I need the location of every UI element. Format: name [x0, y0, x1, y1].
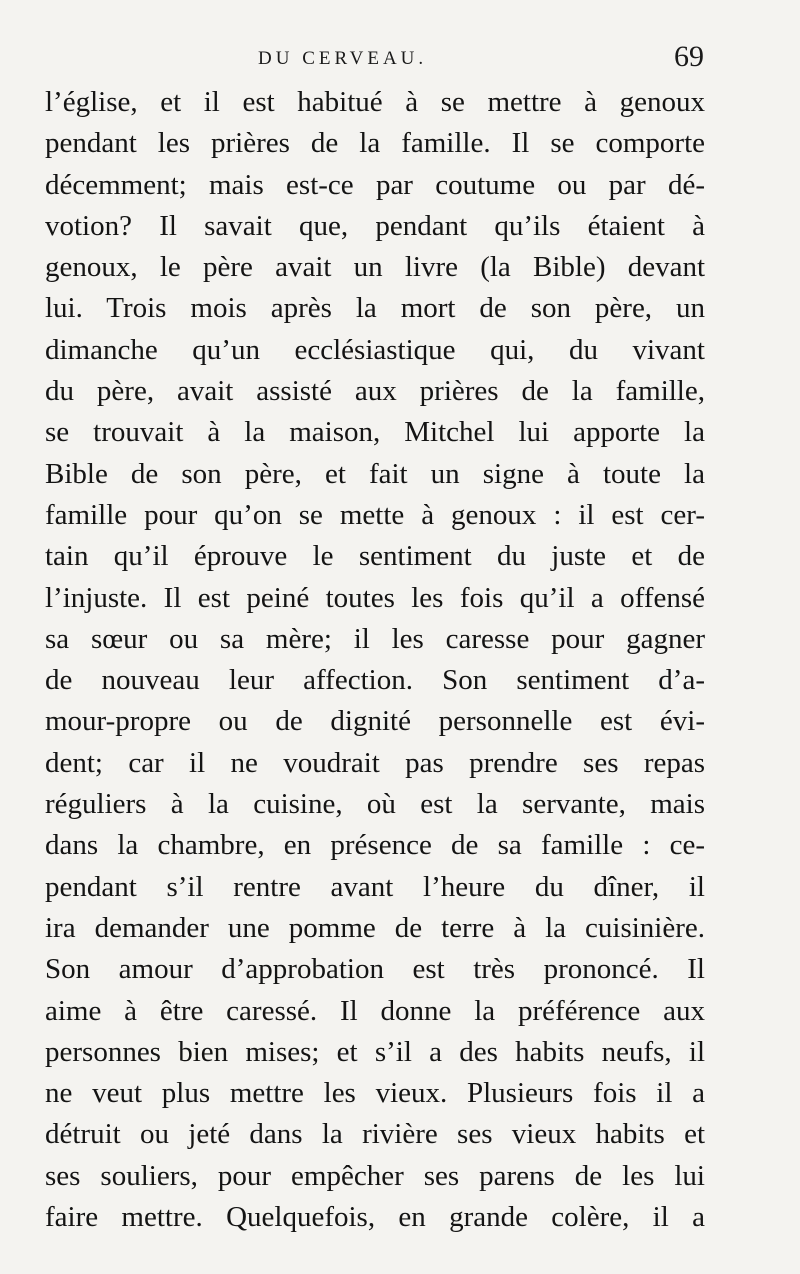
page-number: 69	[674, 40, 704, 73]
text-line: Bible de son père, et fait un signe à toute la	[45, 457, 705, 490]
text-line: réguliers à la cuisine, où est la servante, mais	[45, 788, 705, 821]
text-line: se trouvait à la maison, Mitchel lui apporte la	[45, 416, 705, 449]
text-line: l’injuste. Il est peiné toutes les fois qu’il a offensé	[45, 581, 705, 614]
text-line: personnes bien mises; et s’il a des habits neufs, il	[45, 1035, 705, 1068]
text-line: détruit ou jeté dans la rivière ses vieux habits et	[45, 1118, 705, 1151]
text-line: ne veut plus mettre les vieux. Plusieurs fois il a	[45, 1077, 705, 1110]
text-line: Son amour d’approbation est très prononcé. Il	[45, 953, 705, 986]
text-line: sa sœur ou sa mère; il les caresse pour gagner	[45, 622, 705, 655]
text-line: tain qu’il éprouve le sentiment du juste et de	[45, 540, 705, 573]
text-line: faire mettre. Quelquefois, en grande colère, il a	[45, 1201, 705, 1234]
text-line: ira demander une pomme de terre à la cuisinière.	[45, 911, 705, 944]
text-line: lui. Trois mois après la mort de son père, un	[45, 292, 705, 325]
text-line: genoux, le père avait un livre (la Bible) devant	[45, 251, 705, 284]
text-line: aime à être caressé. Il donne la préférence aux	[45, 994, 705, 1027]
text-line: famille pour qu’on se mette à genoux : il est cer-	[45, 498, 705, 531]
text-line: décemment; mais est-ce par coutume ou par dé-	[45, 168, 705, 201]
text-line: pendant s’il rentre avant l’heure du dîner, il	[45, 870, 705, 903]
text-line: dent; car il ne voudrait pas prendre ses repas	[45, 746, 705, 779]
running-head: DU CERVEAU.	[258, 48, 428, 69]
text-line: dans la chambre, en présence de sa famille : ce-	[45, 829, 705, 862]
text-line: ses souliers, pour empêcher ses parens de les lui	[45, 1159, 705, 1192]
text-line: pendant les prières de la famille. Il se comporte	[45, 127, 705, 160]
text-line: dimanche qu’un ecclésiastique qui, du vivant	[45, 333, 705, 366]
text-line: mour-propre ou de dignité personnelle est évi-	[45, 705, 705, 738]
text-line: de nouveau leur affection. Son sentiment d’a-	[45, 664, 705, 697]
text-line: du père, avait assisté aux prières de la famille,	[45, 375, 705, 408]
text-line: votion? Il savait que, pendant qu’ils étaient à	[45, 209, 705, 242]
text-line: l’église, et il est habitué à se mettre à genoux	[45, 86, 705, 118]
body-text	[45, 82, 705, 1238]
